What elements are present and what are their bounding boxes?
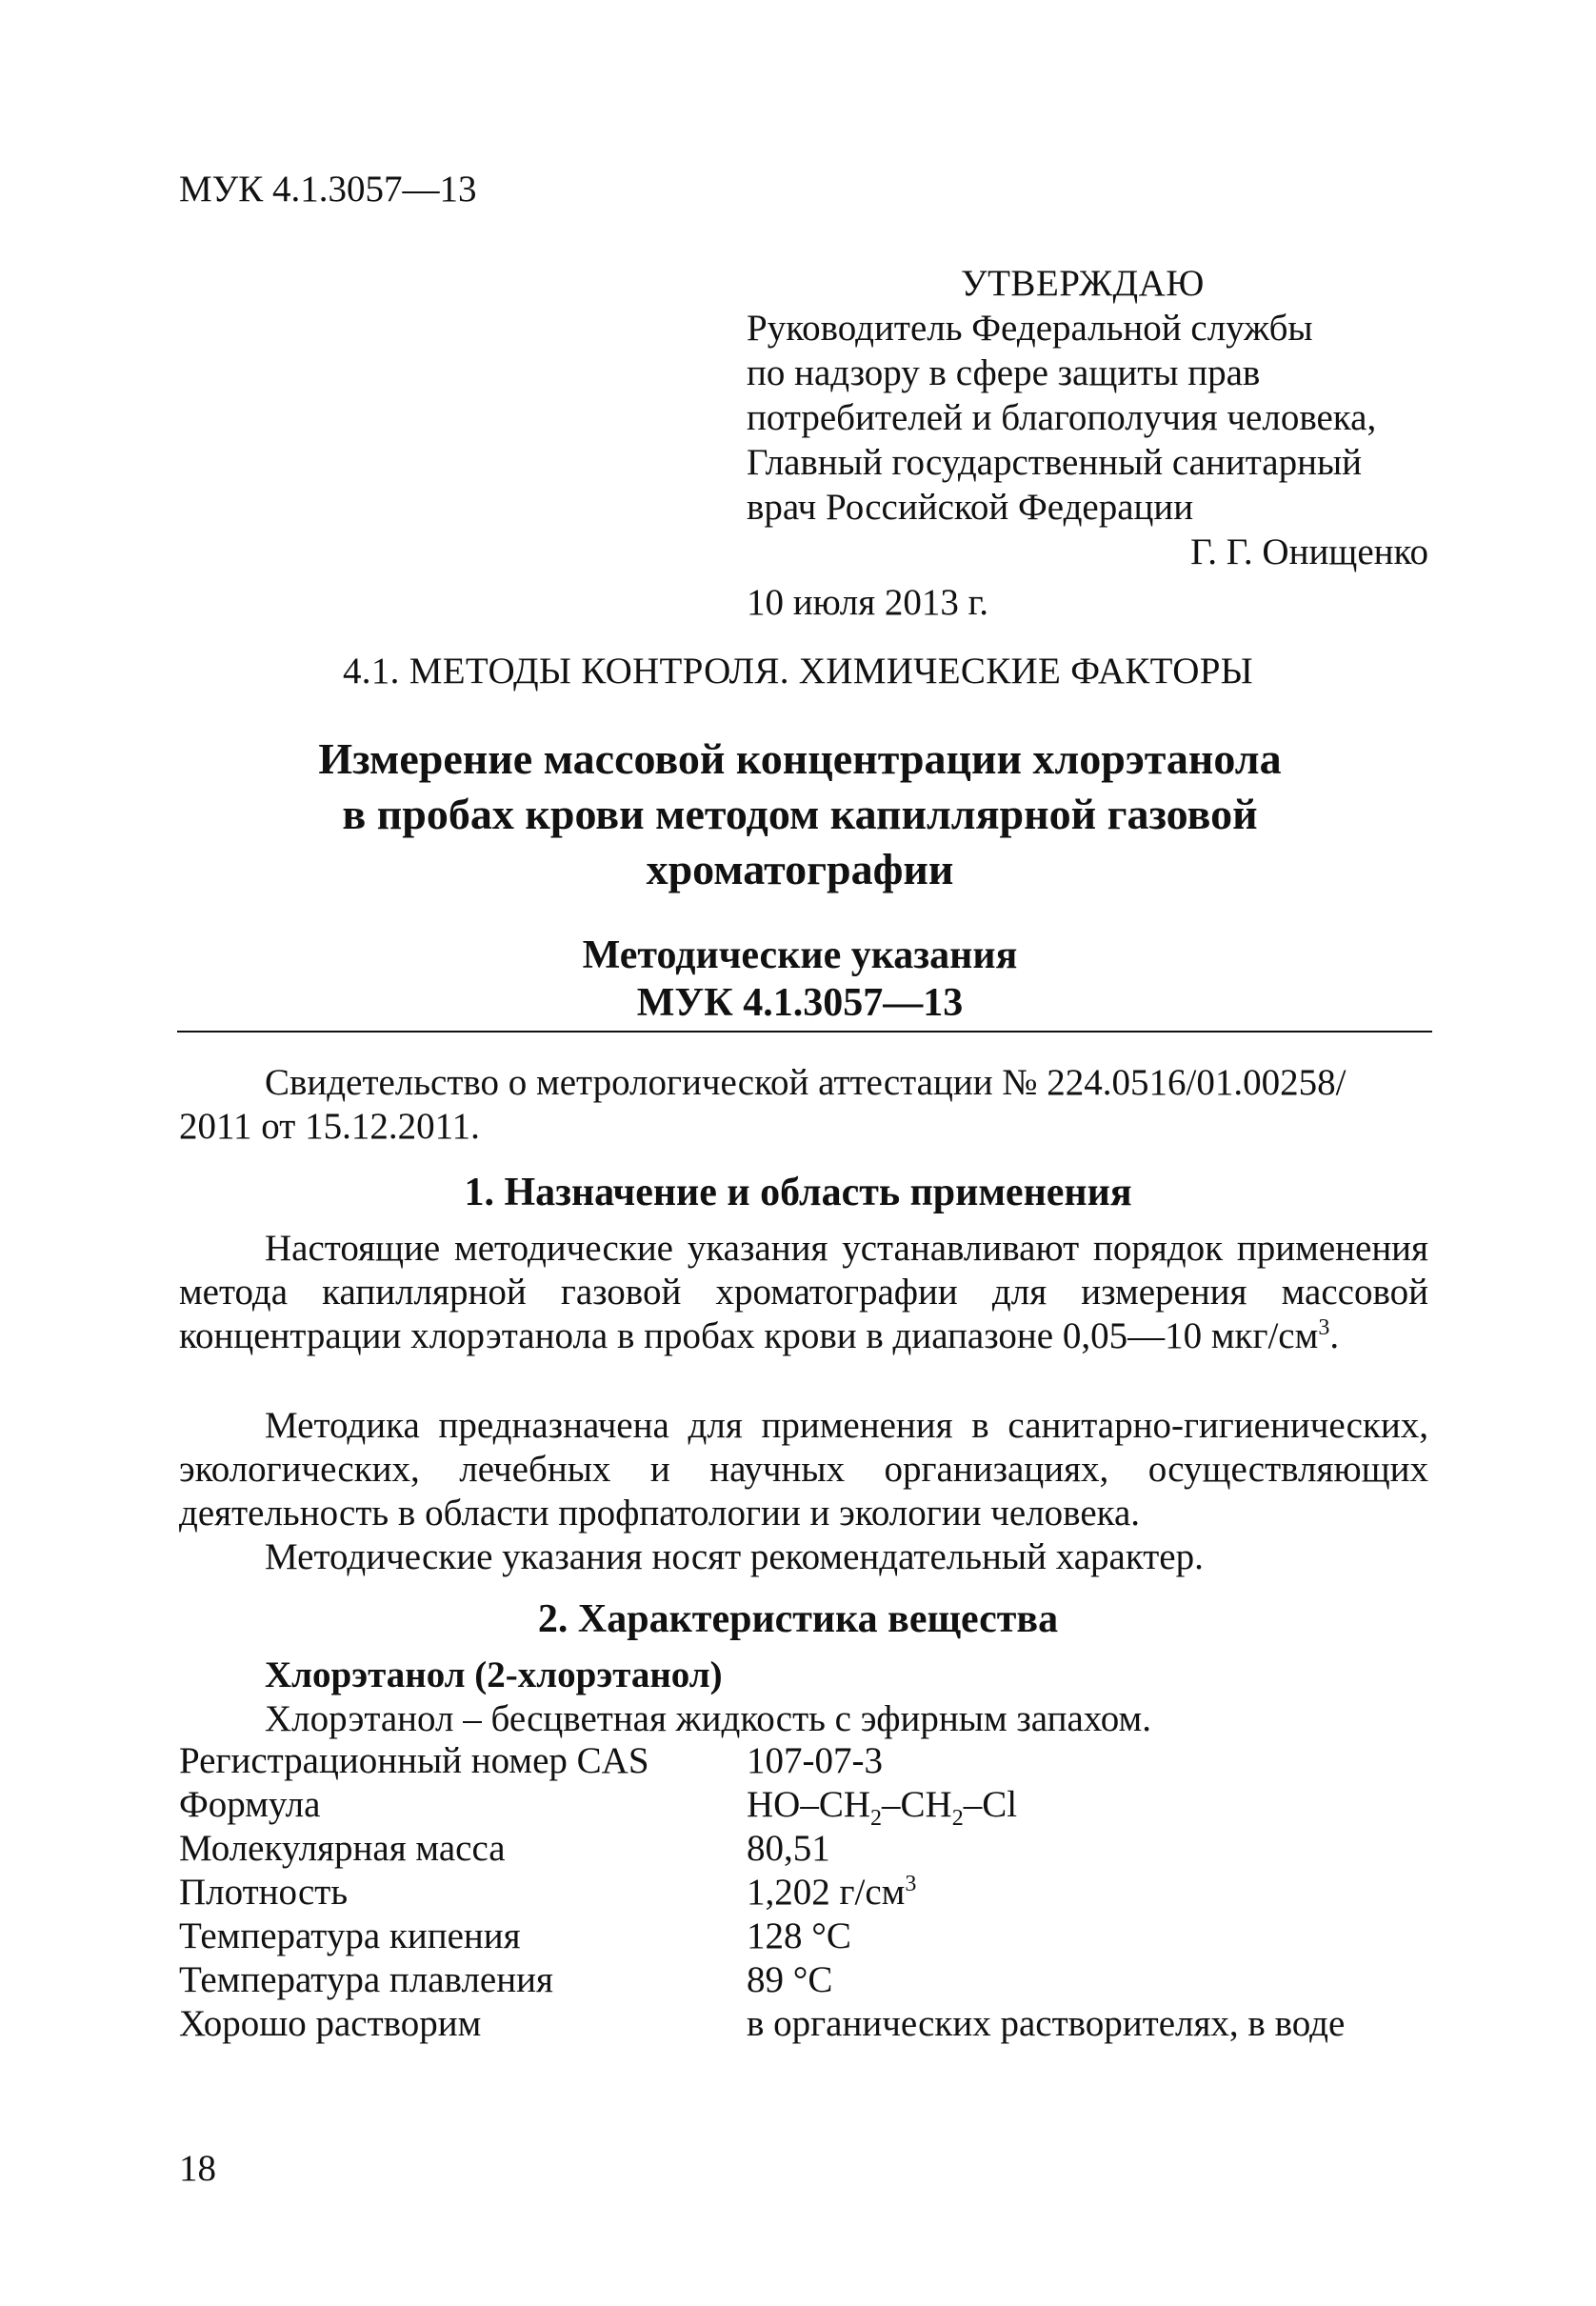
substance-name: Хлорэтанол (2-хлорэтанол) xyxy=(265,1654,723,1695)
property-value: 89 °С xyxy=(747,1959,833,2000)
property-value: 107-07-3 xyxy=(747,1740,883,1781)
property-label: Хорошо растворим xyxy=(179,2003,482,2044)
property-value: $HO-CH_2-CH_2-Cl$ xyxy=(747,1784,1018,1831)
section-1-paragraph xyxy=(179,1535,1428,1579)
approval-signatory: Г. Г. Онищенко xyxy=(1190,531,1428,572)
certificate-line: Свидетельство о метрологической аттестации № 224.0516/01.00258/ xyxy=(265,1062,1347,1103)
substance-description: Хлорэтанол – бесцветная жидкость с эфирным запахом. xyxy=(265,1698,1151,1739)
property-row xyxy=(179,1871,1436,1915)
property-row xyxy=(179,2002,1436,2046)
approval-line: потребителей и благополучия человека, xyxy=(747,397,1377,438)
property-label: Температура плавления xyxy=(179,1959,553,2000)
approval-date: 10 июля 2013 г. xyxy=(747,582,989,623)
document-subtitle xyxy=(190,932,1409,1027)
property-value: в органических растворителях, в воде xyxy=(747,2003,1346,2044)
superscript: 3 xyxy=(1318,1315,1330,1340)
subtitle-code: МУК 4.1.3057—13 xyxy=(636,981,964,1025)
certificate-line: 2011 от 15.12.2011. xyxy=(179,1106,480,1147)
document-title xyxy=(190,732,1409,897)
section-2-heading: 2. Характеристика вещества xyxy=(537,1597,1059,1641)
property-row xyxy=(179,1739,1436,1783)
approval-line: Главный государственный санитарный xyxy=(747,442,1363,483)
property-row xyxy=(179,1827,1436,1871)
paragraph-text: Методические указания носят рекомендательный характер. xyxy=(265,1536,1204,1577)
section-1-heading: 1. Назначение и область применения xyxy=(464,1171,1132,1214)
section-1-paragraph xyxy=(179,1404,1428,1535)
certificate-text xyxy=(179,1061,1428,1149)
approval-line: Руководитель Федеральной службы xyxy=(747,308,1313,349)
subtitle-line: Методические указания xyxy=(582,933,1018,977)
approval-line: по надзору в сфере защиты прав xyxy=(747,352,1261,393)
approval-line: врач Российской Федерации xyxy=(747,487,1194,528)
properties-table xyxy=(179,1739,1436,2046)
title-line: в пробах крови методом капиллярной газовой xyxy=(342,790,1258,838)
approval-block xyxy=(747,261,1432,625)
approval-word: УТВЕРЖДАЮ xyxy=(961,263,1205,304)
section-caption: 4.1. МЕТОДЫ КОНТРОЛЯ. ХИМИЧЕСКИЕ ФАКТОРЫ xyxy=(343,651,1253,692)
property-label: Температура кипения xyxy=(179,1915,521,1956)
paragraph-text: Настоящие методические указания устанавливают порядок применения метода капиллярной газовой хроматографии для измерения массовой концентрации хлорэтанола в пробах крови в диапазоне 0,05—10 мкг/см xyxy=(179,1228,1428,1356)
property-label: Регистрационный номер CAS xyxy=(179,1740,649,1781)
section-1-paragraph xyxy=(179,1227,1428,1358)
property-row xyxy=(179,1915,1436,1958)
property-label: Плотность xyxy=(179,1872,349,1913)
property-label: Формула xyxy=(179,1784,321,1825)
property-label: Молекулярная масса xyxy=(179,1828,506,1869)
title-divider xyxy=(177,1031,1432,1033)
paragraph-text: Методика предназначена для применения в санитарно-гигиенических, экологических, лечебных и научных организациях, осуществляющих деятельность в области профпатологии и экологии человека. xyxy=(179,1405,1428,1534)
property-row xyxy=(179,1783,1436,1831)
doc-code-header: МУК 4.1.3057—13 xyxy=(179,169,477,210)
title-line: Измерение массовой концентрации хлорэтанола xyxy=(318,734,1282,783)
paragraph-end: . xyxy=(1329,1315,1340,1356)
page-number: 18 xyxy=(179,2148,216,2189)
property-value: 80,51 xyxy=(747,1828,830,1869)
title-line: хроматографии xyxy=(646,845,954,893)
property-value: 128 °С xyxy=(747,1915,851,1956)
property-value: 1,202 $г/см^3$ xyxy=(747,1872,917,1913)
property-row xyxy=(179,1958,1436,2002)
